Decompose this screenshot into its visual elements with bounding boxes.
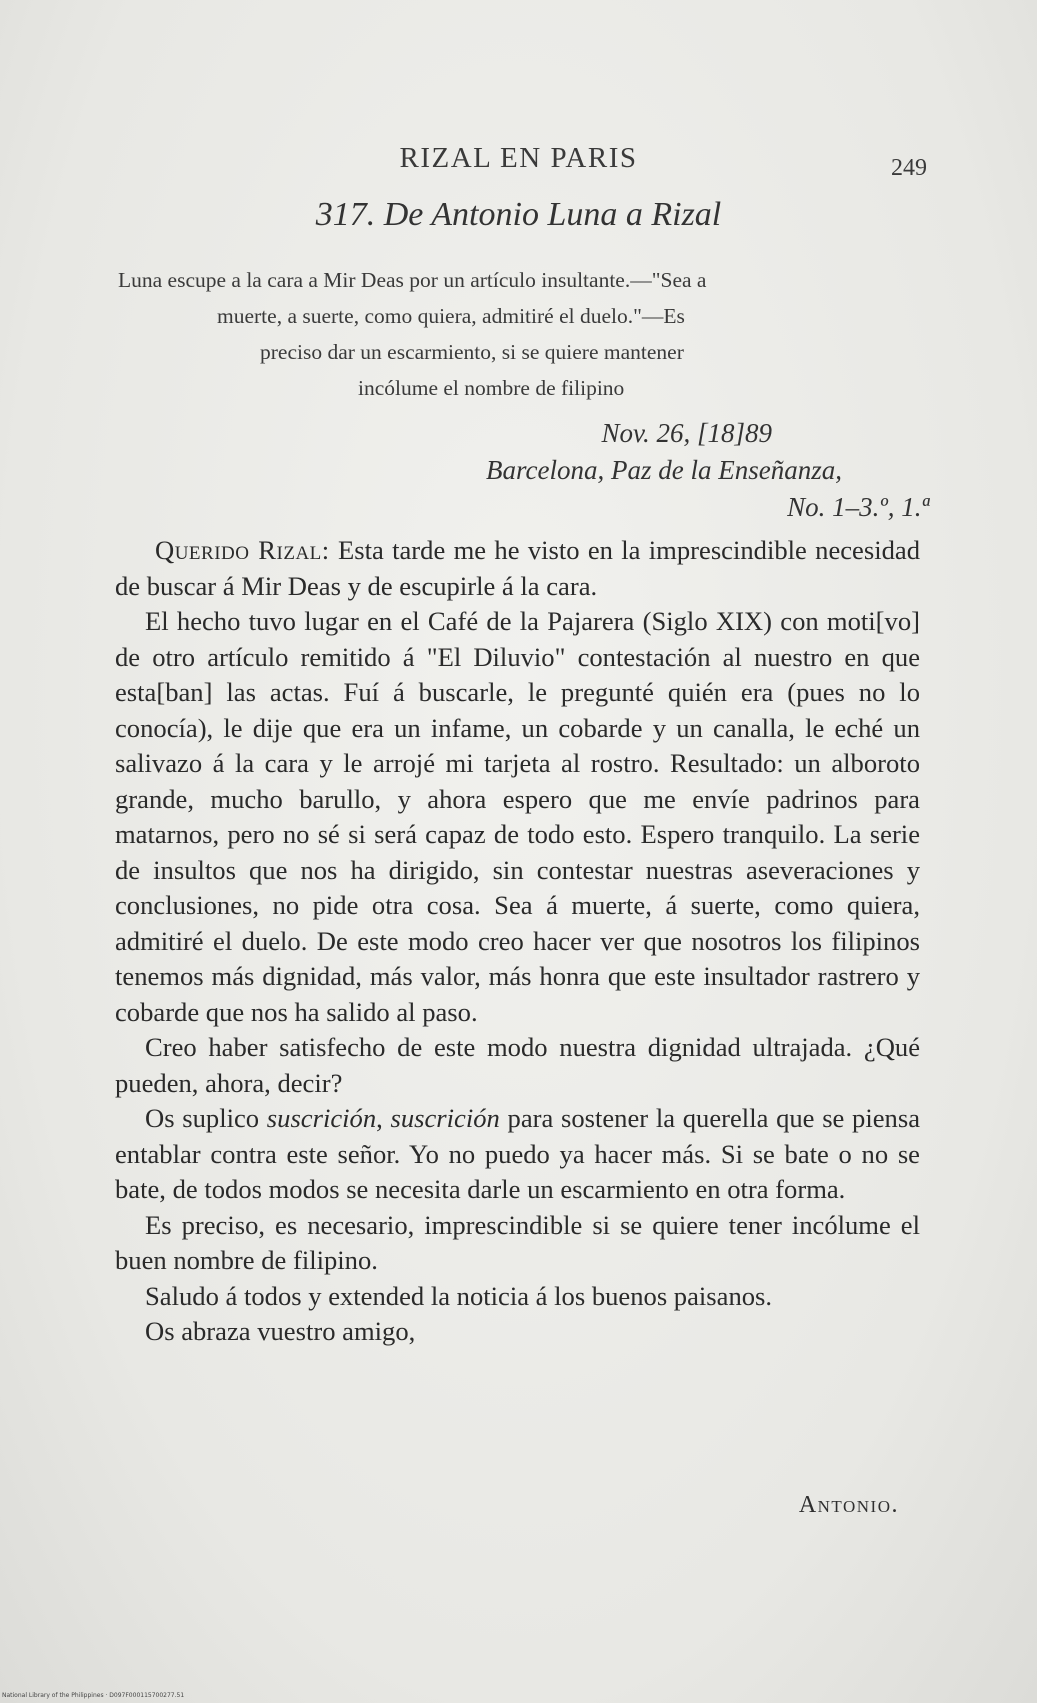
dateline-date: Nov. 26, [18]89 — [601, 418, 772, 448]
summary-line: Luna escupe a la cara a Mir Deas por un artículo insultante.—"Sea a — [118, 268, 707, 292]
paragraph-text: para sostener la querella que se piensa entablar contra este señor. Yo no puedo ya hacer más. Si se bate o no se bate, de todos modos se necesita darle un escarmiento en otra forma. — [115, 1103, 921, 1204]
letter-body — [115, 533, 920, 1350]
running-title: RIZAL EN PARIS — [399, 142, 638, 174]
paragraph — [115, 533, 920, 604]
summary-line: incólume el nombre de filipino — [358, 376, 625, 400]
letter-summary — [118, 262, 928, 406]
page-number: 249 — [891, 155, 927, 181]
paragraph-text: , — [376, 1103, 391, 1133]
paragraph: Saludo á todos y extended la noticia á los buenos paisanos. — [145, 1280, 773, 1311]
dateline-address: No. 1–3.º, 1.ª — [787, 492, 929, 522]
paragraph-text: Esta tarde me he visto en la imprescindible necesidad de buscar á Mir Deas y de escupirle á la cara. — [115, 535, 920, 601]
italic-word: suscrición — [266, 1103, 377, 1133]
paragraph: El hecho tuvo lugar en el Café de la Pajarera (Siglo XIX) con moti[vo] de otro artículo remitido á "El Diluvio" contestación al nuestro en que esta[ban] las actas. Fuí á buscarle, le pregunté quién era (pues no lo conocía), le dije que era un infame, un cobarde y un canalla, le eché un salivazo á la cara y le arrojé mi tarjeta al rostro. Resultado: un alboroto grande, mucho barullo, y ahora espero que me envíe padrinos para matarnos, pero no sé si será capaz de todo esto. Espero tranquilo. La serie de insultos que nos ha dirigido, sin contestar nuestras aseveraciones y conclusiones, no pide otra cosa. Sea á muerte, á suerte, como quiera, admitiré el duelo. De este modo creo hacer ver que nosotros los filipinos tenemos más dignidad, más valor, más honra que este insultador rastrero y cobarde que nos ha salido al paso. — [115, 606, 920, 1027]
closing: Os abraza vuestro amigo, — [145, 1316, 416, 1346]
salutation: Querido Rizal: — [155, 535, 330, 565]
letter-title: 317. De Antonio Luna a Rizal — [315, 196, 722, 233]
summary-line: preciso dar un escarmiento, si se quiere mantener — [260, 340, 684, 364]
dateline-place: Barcelona, Paz de la Enseñanza, — [486, 455, 842, 485]
paragraph: Es preciso, es necesario, imprescindible si se quiere tener incólume el buen nombre de filipino. — [115, 1209, 920, 1275]
italic-word: suscrición — [390, 1103, 500, 1133]
signature: Antonio. — [798, 1492, 899, 1518]
summary-line: muerte, a suerte, como quiera, admitiré el duelo."—Es — [217, 304, 685, 328]
paragraph-text: Os suplico — [145, 1103, 267, 1133]
paragraph — [115, 1101, 920, 1208]
paragraph: Creo haber satisfecho de este modo nuestra dignidad ultrajada. ¿Qué pueden, ahora, decir? — [115, 1032, 920, 1098]
footer-credit: National Library of the Philippines · D097F000115700277.51 — [2, 1692, 185, 1699]
